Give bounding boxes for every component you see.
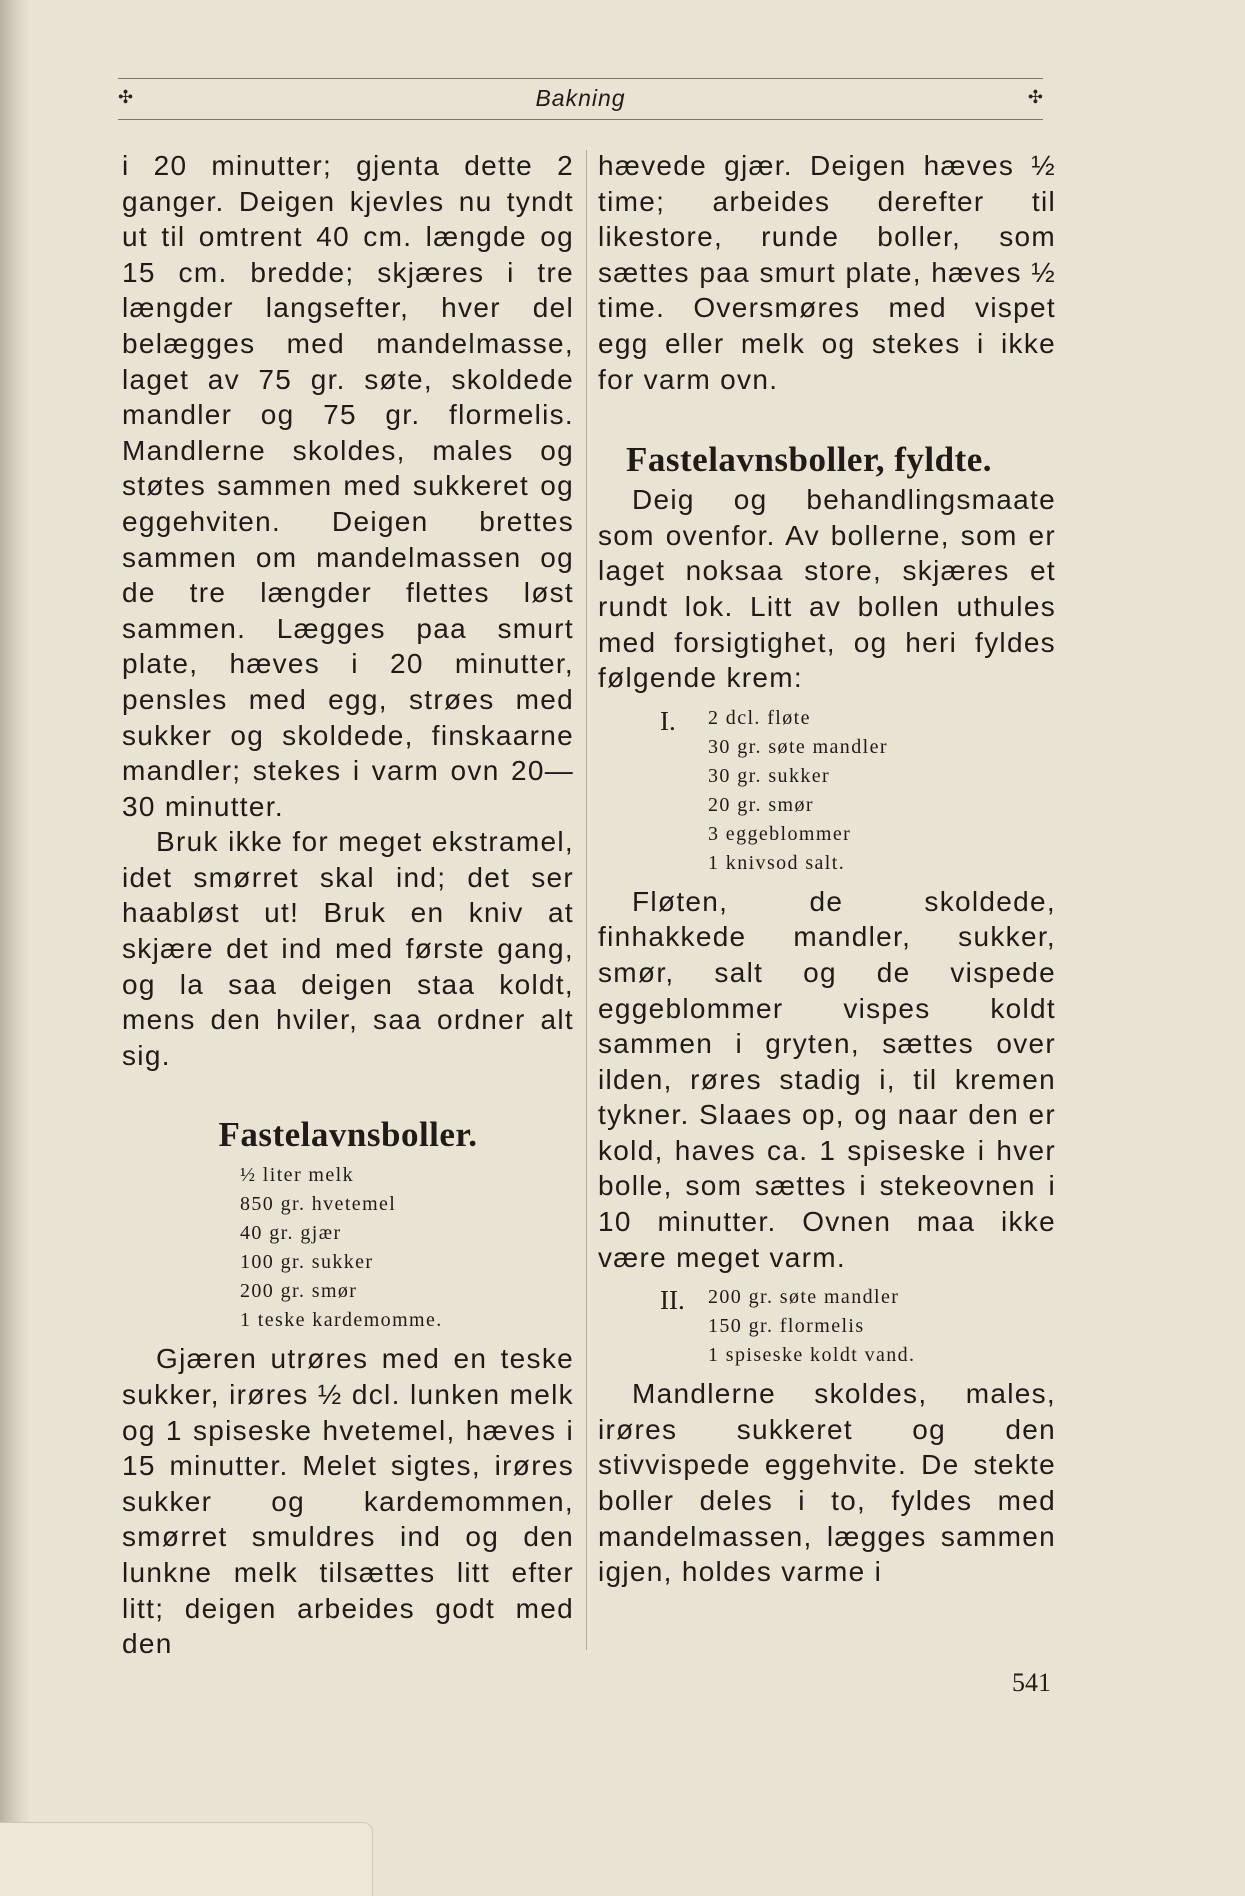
cream-label: I. — [660, 705, 676, 736]
ingredient-item: 20 gr. smør — [708, 793, 814, 816]
column-divider — [586, 150, 587, 1650]
ingredient-item: 200 gr. søte mandler — [708, 1286, 900, 1309]
ingredient-item: 200 gr. smør — [240, 1280, 358, 1303]
running-head — [118, 78, 1043, 120]
almond-method-paragraph: Mandlerne skoldes, males, irøres sukkeret og den stivvispede eggehvite. De stekte boller deles i to, fyldes med mandelmassen, lægges sammen igjen, holdes varme i — [598, 1378, 1056, 1588]
ingredient-item: 1 knivsod salt. — [708, 851, 846, 874]
recipe-title-fyldte: Fastelavnsboller, fyldte. — [626, 440, 993, 480]
ingredient-item: 40 gr. gjær — [240, 1222, 342, 1245]
ingredient-item: 850 gr. hvetemel — [240, 1193, 397, 1216]
ingredient-list — [122, 1161, 574, 1335]
left-column — [122, 148, 574, 1662]
method-paragraph: Gjæren utrøres med en teske sukker, irøres ½ dcl. lunken melk og 1 spiseske hvetemel, hæves i 15 minutter. Melet sigtes, irøres sukker og kardemommen, smørret smuldres ind og den lunkne melk tilsættes litt efter litt; deigen arbeides godt med den — [122, 1343, 574, 1660]
page-number: 541 — [1012, 1668, 1051, 1697]
ornament-right-icon: ✣ — [1027, 87, 1043, 107]
page-edge-tab — [0, 1822, 373, 1896]
book-spine-shadow — [0, 0, 30, 1895]
cream-ingredients-block — [598, 704, 1056, 878]
running-head-title: Bakning — [535, 85, 626, 111]
ingredient-item: 150 gr. flormelis — [708, 1315, 865, 1338]
ingredient-item: 30 gr. sukker — [708, 764, 831, 787]
ingredient-item: 2 dcl. fløte — [708, 706, 811, 729]
almond-label: II. — [660, 1285, 685, 1316]
right-column — [598, 148, 1056, 1590]
fyldte-intro-paragraph: Deig og behandlingsmaate som ovenfor. Av bollerne, som er laget noksaa store, skjæres et rundt lok. Litt av bollen uthules med forsigtighet, og heri fyldes følgende krem: — [598, 484, 1056, 694]
ingredient-item: 100 gr. sukker — [240, 1251, 374, 1274]
continuation-paragraph: hævede gjær. Deigen hæves ½ time; arbeides derefter til likestore, runde boller, som sættes paa smurt plate, hæves ½ time. Oversmøres med vispet egg eller melk og stekes i ikke for varm ovn. — [598, 150, 1056, 395]
ingredient-item: 30 gr. søte mandler — [708, 735, 888, 758]
tip-paragraph: Bruk ikke for meget ekstramel, idet smørret skal ind; det ser haabløst ut! Bruk en kniv at skjære det ind med første gang, og la saa deigen staa koldt, mens den hviler, saa ordner alt sig. — [122, 826, 574, 1071]
ingredient-item: 3 eggeblommer — [708, 822, 852, 845]
intro-paragraph: i 20 minutter; gjenta dette 2 ganger. Deigen kjevles nu tyndt ut til omtrent 40 cm. længde og 15 cm. bredde; skjæres i tre længder langsefter, hver del belægges med mandelmasse, laget av 75 gr. søte, skoldede mandler og 75 gr. flormelis. Mandlerne skoldes, males og støtes sammen med sukkeret og eggehviten. Deigen brettes sammen om mandelmassen og de tre længder flettes løst sammen. Lægges paa smurt plate, hæves i 20 minutter, pensles med egg, strøes med sukker og skoldede, finskaarne mandler; stekes i varm ovn 20—30 minutter. — [122, 150, 574, 822]
ornament-left-icon: ✣ — [118, 87, 134, 107]
recipe-title-fastelavnsboller: Fastelavnsboller. — [218, 1115, 478, 1155]
ingredient-item: ½ liter melk — [240, 1164, 354, 1187]
ingredient-item: 1 spiseske koldt vand. — [708, 1344, 916, 1367]
almond-ingredients-block — [598, 1283, 1056, 1370]
cream-method-paragraph: Fløten, de skoldede, finhakkede mandler, sukker, smør, salt og de vispede eggeblommer vispes koldt sammen i gryten, sættes over ilden, røres stadig i, til kremen tykner. Slaaes op, og naar den er kold, haves ca. 1 spiseske i hver bolle, som sættes i stekeovnen i 10 minutter. Ovnen maa ikke være meget varm. — [598, 885, 1056, 1273]
ingredient-item: 1 teske kardemomme. — [240, 1309, 443, 1332]
